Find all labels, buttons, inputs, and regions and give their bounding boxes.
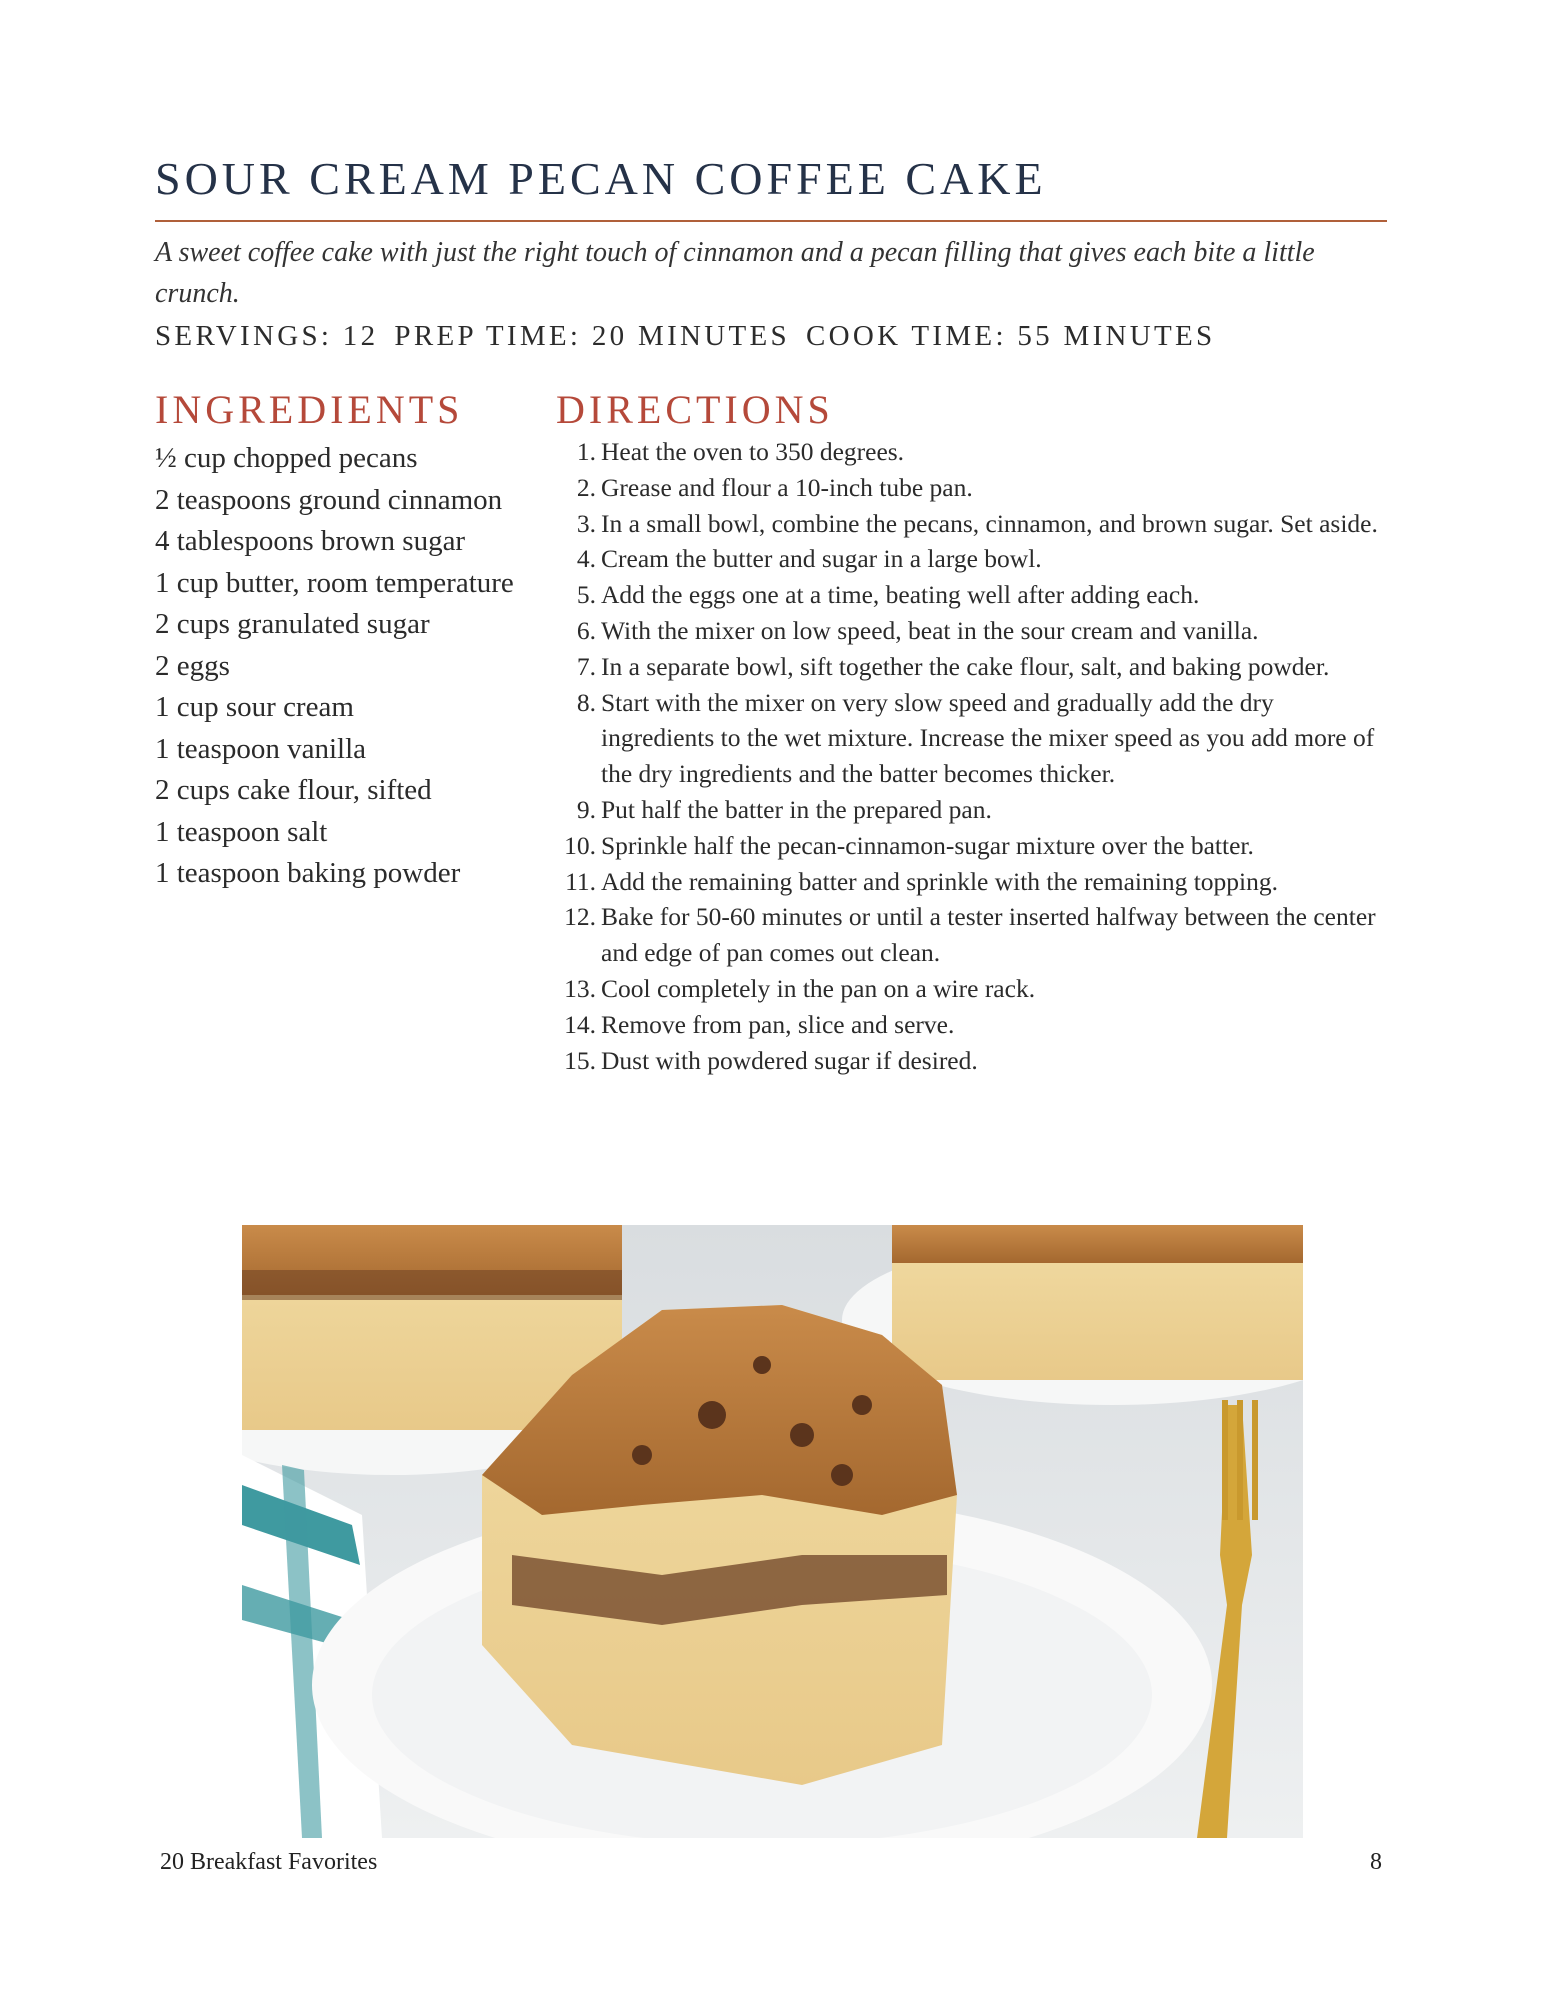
ingredient-item: 2 teaspoons ground cinnamon xyxy=(155,483,503,516)
step-text: Bake for 50-60 minutes or until a tester inserted halfway between the center and edge of pan comes out clean. xyxy=(601,902,1376,968)
recipe-meta xyxy=(155,320,1231,353)
direction-step xyxy=(560,792,1390,828)
cook-time: COOK TIME: 55 MINUTES xyxy=(805,320,1216,352)
step-number: 6. xyxy=(576,615,596,645)
ingredient-item: 1 teaspoon vanilla xyxy=(155,732,367,765)
direction-step xyxy=(560,899,1390,971)
direction-step xyxy=(560,864,1390,900)
ingredient-item: 1 teaspoon baking powder xyxy=(155,857,461,889)
direction-step xyxy=(560,1043,1390,1079)
direction-step xyxy=(560,649,1390,685)
ingredient-item: 1 teaspoon salt xyxy=(155,815,328,848)
recipe-title: SOUR CREAM PECAN COFFEE CAKE xyxy=(155,153,1047,204)
ingredient-item: 2 eggs xyxy=(155,649,230,682)
step-text: Remove from pan, slice and serve. xyxy=(601,1009,955,1039)
step-text: Put half the batter in the prepared pan. xyxy=(601,794,992,824)
ingredient-item: ½ cup chopped pecans xyxy=(155,442,418,474)
footer-book-title: 20 Breakfast Favorites xyxy=(160,1849,378,1875)
step-number: 9. xyxy=(576,794,596,824)
prep-time: PREP TIME: 20 MINUTES xyxy=(394,320,790,352)
recipe-description: A sweet coffee cake with just the right touch of cinnamon and a pecan filling that gives each bite a little crunch. xyxy=(155,237,1315,309)
step-number: 5. xyxy=(576,580,596,610)
ingredient-item: 2 cups cake flour, sifted xyxy=(155,774,432,806)
direction-step xyxy=(560,685,1390,792)
step-text: Add the eggs one at a time, beating well after adding each. xyxy=(601,580,1200,610)
direction-step xyxy=(560,828,1390,864)
ingredient-item: 1 cup butter, room temperature xyxy=(155,566,514,599)
step-text: Start with the mixer on very slow speed and gradually add the dry ingredients to the wet mixture. Increase the mixer speed as you add more of the dry ingredients and the batter becomes thicker. xyxy=(601,687,1375,789)
step-text: With the mixer on low speed, beat in the sour cream and vanilla. xyxy=(601,615,1259,645)
direction-step xyxy=(560,434,1390,470)
step-text: In a small bowl, combine the pecans, cinnamon, and brown sugar. Set aside. xyxy=(601,508,1378,538)
step-text: Sprinkle half the pecan-cinnamon-sugar mixture over the batter. xyxy=(601,830,1254,860)
step-number: 2. xyxy=(576,472,596,502)
coffee-cake-illustration xyxy=(242,1225,1303,1838)
directions-heading: DIRECTIONS xyxy=(556,387,834,432)
step-number: 11. xyxy=(565,866,596,896)
step-number: 8. xyxy=(576,687,596,717)
step-text: Add the remaining batter and sprinkle with the remaining topping. xyxy=(601,866,1279,896)
directions-list xyxy=(560,434,1390,1078)
ingredients-heading: INGREDIENTS xyxy=(155,387,464,432)
step-number: 10. xyxy=(564,830,596,860)
direction-step xyxy=(560,971,1390,1007)
direction-step xyxy=(560,541,1390,577)
direction-step xyxy=(560,577,1390,613)
step-text: Cool completely in the pan on a wire rack. xyxy=(601,973,1036,1003)
page-number: 8 xyxy=(1370,1849,1382,1875)
step-text: In a separate bowl, sift together the cake flour, salt, and baking powder. xyxy=(601,651,1330,681)
title-divider xyxy=(155,220,1387,222)
step-number: 12. xyxy=(564,902,596,932)
step-number: 14. xyxy=(564,1009,596,1039)
ingredient-item: 2 cups granulated sugar xyxy=(155,608,430,640)
step-number: 13. xyxy=(564,973,596,1003)
step-number: 1. xyxy=(576,437,596,466)
coffee-cake-photo xyxy=(242,1225,1303,1838)
direction-step xyxy=(560,470,1390,506)
ingredients-list xyxy=(155,438,515,895)
direction-step xyxy=(560,506,1390,542)
step-text: Heat the oven to 350 degrees. xyxy=(601,437,905,466)
step-number: 15. xyxy=(564,1045,596,1075)
step-text: Dust with powdered sugar if desired. xyxy=(601,1045,978,1075)
direction-step xyxy=(560,1007,1390,1043)
step-number: 4. xyxy=(576,544,596,574)
step-text: Grease and flour a 10-inch tube pan. xyxy=(601,472,973,502)
step-number: 7. xyxy=(576,651,596,681)
step-number: 3. xyxy=(576,508,596,538)
step-text: Cream the butter and sugar in a large bowl. xyxy=(601,544,1042,574)
ingredient-item: 1 cup sour cream xyxy=(155,691,354,723)
ingredient-item: 4 tablespoons brown sugar xyxy=(155,525,466,557)
direction-step xyxy=(560,613,1390,649)
servings: SERVINGS: 12 xyxy=(155,320,379,352)
